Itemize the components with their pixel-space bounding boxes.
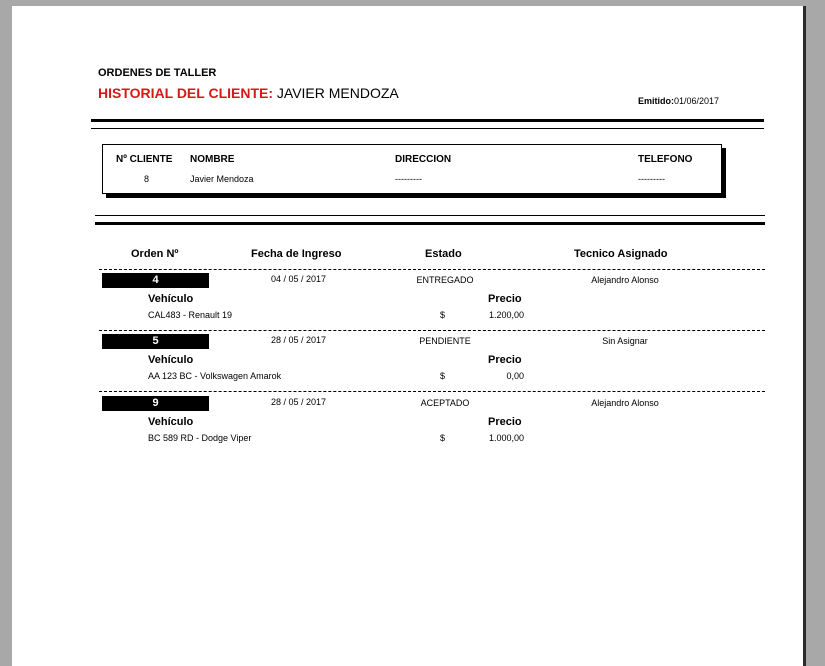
client-number-header: Nº CLIENTE (116, 154, 173, 165)
client-name-header: NOMBRE (190, 154, 235, 165)
order-status: PENDIENTE (419, 336, 471, 346)
vehicle-label: Vehículo (148, 416, 194, 428)
order-number-badge: 9 (102, 396, 209, 411)
top-rule-thin (91, 128, 764, 129)
order-price: 1.000,00 (488, 433, 524, 443)
top-rule-thick (91, 119, 764, 122)
currency-symbol: $ (440, 371, 446, 381)
order-status: ENTREGADO (416, 275, 474, 285)
price-label: Precio (488, 416, 522, 428)
order-price: 0,00 (506, 371, 524, 381)
mid-rule-thin (95, 215, 765, 216)
price-label: Precio (488, 354, 522, 366)
order-date: 04 / 05 / 2017 (271, 274, 327, 284)
history-label: HISTORIAL DEL CLIENTE: (98, 85, 274, 101)
order-technician: Sin Asignar (602, 336, 648, 346)
client-address-value: --------- (395, 174, 422, 184)
vehicle-label: Vehículo (148, 293, 194, 305)
price-label: Precio (488, 293, 522, 305)
order-price: 1.200,00 (488, 310, 524, 320)
order-number-badge: 5 (102, 334, 209, 349)
order-status: ACEPTADO (420, 398, 470, 408)
currency-symbol: $ (440, 433, 446, 443)
order-vehicle: BC 589 RD - Dodge Viper (148, 433, 252, 443)
emitted-date: 01/06/2017 (674, 96, 720, 106)
company-title: ORDENES DE TALLER (98, 67, 217, 79)
order-date: 28 / 05 / 2017 (271, 397, 327, 407)
order-separator (99, 330, 765, 331)
order-vehicle: AA 123 BC - Volkswagen Amarok (148, 371, 282, 381)
client-name-value: Javier Mendoza (190, 174, 254, 184)
client-info-box (102, 144, 722, 194)
order-separator (99, 391, 765, 392)
mid-rule-thick (95, 222, 765, 225)
orders-header-order: Orden Nº (131, 248, 179, 260)
client-phone-header: TELEFONO (638, 154, 693, 165)
report-page (12, 6, 806, 666)
order-date: 28 / 05 / 2017 (271, 335, 327, 345)
emitted-label: Emitido: (638, 96, 674, 106)
client-name-title: JAVIER MENDOZA (276, 85, 399, 101)
client-address-header: DIRECCION (395, 154, 452, 165)
currency-symbol: $ (440, 310, 446, 320)
orders-header-status: Estado (425, 248, 462, 260)
order-number-badge: 4 (102, 273, 209, 288)
order-separator (99, 269, 765, 270)
client-phone-value: --------- (638, 174, 665, 184)
orders-header-date: Fecha de Ingreso (251, 248, 342, 260)
client-number-value: 8 (144, 174, 150, 184)
emitted-info (638, 96, 719, 106)
history-title (98, 85, 399, 101)
order-vehicle: CAL483 - Renault 19 (148, 310, 233, 320)
order-technician: Alejandro Alonso (591, 275, 659, 285)
order-technician: Alejandro Alonso (591, 398, 659, 408)
orders-header-technician: Tecnico Asignado (574, 248, 668, 260)
vehicle-label: Vehículo (148, 354, 194, 366)
